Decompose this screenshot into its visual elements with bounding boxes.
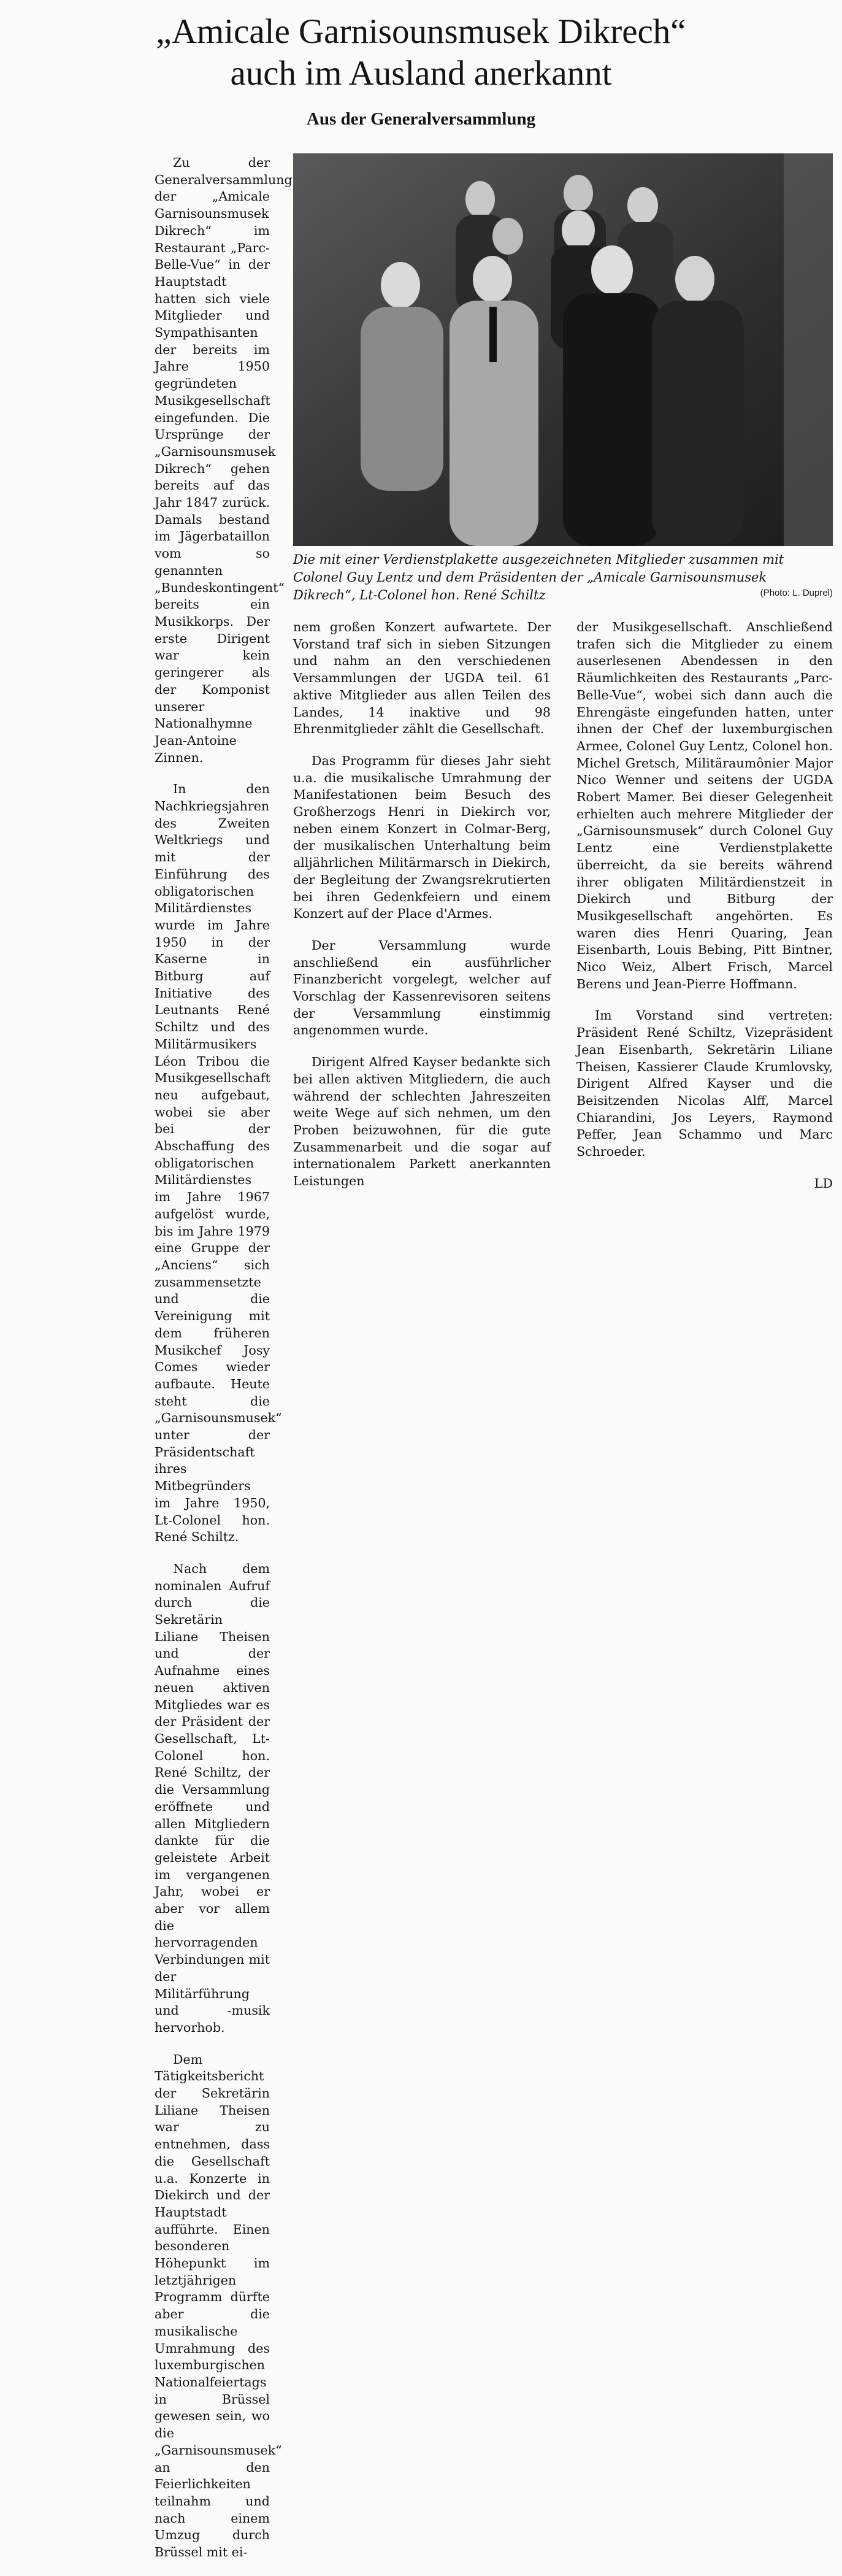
- col2-paragraph-1: nem großen Konzert aufwartete. Der Vorstand traf sich in sieben Sitzungen und nahm an den verschiedenen Versammlungen der UGDA teil. 61 aktive Mitglieder aus allen Teilen des Landes, 14 inaktive und 98 Ehrenmitglieder zählt die Gesellschaft.: [293, 620, 551, 737]
- author-signature: LD: [814, 1175, 833, 1191]
- col3-paragraph-2: Im Vorstand sind vertreten: Präsident René Schiltz, Vizepräsident Jean Eisenbarth, Sekretärin Liliane Theisen, Kassierer Claude Krumlovsky, Dirigent Alfred Kayser und die Beisitzenden Nicolas Alff, Marcel Chiarandini, Jos Leyers, Raymond Peffer, Jean Schammo und Marc Schroeder.: [576, 1008, 833, 1159]
- col2-paragraph-3: Der Versammlung wurde anschließend ein ausführlicher Finanzbericht vorgelegt, welcher auf Vorschlag der Kassenrevisoren seitens der Versammlung einstimmig angenommen wurde.: [293, 937, 551, 1038]
- col1-paragraph-4: Dem Tätigkeitsbericht der Sekretärin Liliane Theisen war zu entnehmen, dass die Gesellschaft u.a. Konzerte in Diekirch und der Hauptstadt aufführte. Einen besonderen Höhepunkt im letztjährigen Programm dürfte aber die musikalische Umrahmung des luxemburgischen Nationalfeiertags in Brüssel gewesen sein, wo die „Garnisounsmusek“ an den Feierlichkeiten teilnahm und nach einem Umzug durch Brüssel mit ei-: [155, 2051, 282, 2560]
- col1-paragraph-1: Zu der Generalversammlung der „Amicale Garnisounsmusek Dikrech“ im Restaurant „Parc-Belle-Vue“ in der Hauptstadt hatten sich viele Mitglieder und Sympathisanten der bereits im Jahre 1950 gegründeten Musikgesellschaft eingefunden. Die Ursprünge der „Garnisounsmusek Dikrech“ gehen bereits auf das Jahr 1847 zurück. Damals bestand im Jägerbataillon vom so genannten „Bundeskontingent“ bereits ein Musikkorps. Der erste Dirigent war kein geringerer als der Komponist unserer Nationalhymne Jean-Antoine Zinnen.: [155, 155, 293, 765]
- group-photo-image: [293, 153, 833, 546]
- col1-paragraph-2: In den Nachkriegsjahren des Zweiten Weltkriegs und mit der Einführung des obligatorischen Militärdienstes wurde im Jahre 1950 in der Kaserne in Bitburg auf Initiative des Leutnants René Schiltz und des Militärmusikers Léon Tribou die Musikgesellschaft neu aufgebaut, wobei sie aber bei der Abschaffung des obligatorischen Militärdienstes im Jahre 1967 aufgelöst wurde, bis im Jahre 1979 eine Gruppe der „Anciens“ sich zusammensetzte und die Vereinigung mit dem früheren Musikchef Josy Comes wieder aufbaute. Heute steht die „Garnisounsmusek“ unter der Präsidentschaft ihres Mitbegründers im Jahre 1950, Lt-Colonel hon. René Schiltz.: [155, 782, 282, 1545]
- headline-line-2: auch im Ausland anerkannt: [230, 54, 612, 93]
- headline: [0, 11, 842, 94]
- article-column-2: [293, 619, 551, 1205]
- col1-paragraph-3: Nach dem nominalen Aufruf durch die Sekretärin Liliane Theisen und der Aufnahme eines neuen aktiven Mitgliedes war es der Präsident der Gesellschaft, Lt-Colonel hon. René Schiltz, der die Versammlung eröffnete und allen Mitgliedern dankte für die geleistete Arbeit im vergangenen Jahr, wobei er aber vor allem die hervorragenden Verbindungen mit der Militärführung und -musik hervorhob.: [155, 1561, 270, 2035]
- col2-paragraph-4: Dirigent Alfred Kayser bedankte sich bei allen aktiven Mitgliedern, die auch während der schlechten Jahreszeiten weite Wege auf sich nehmen, um den Proben beizuwohnen, für die gute Zusammenarbeit und die sogar auf internationalem Parkett anerkannten Leistungen: [293, 1055, 551, 1189]
- subheadline: Aus der Generalversammlung: [306, 109, 536, 129]
- article-column-3: [576, 619, 833, 1207]
- article-column-1: [155, 155, 293, 2576]
- photo-caption: Die mit einer Verdienstplakette ausgezeichneten Mitglieder zusammen mit Colonel Guy Lentz und dem Präsidenten der „Amicale Garnisounsmusek Dikrech“, Lt-Colonel hon. René Schiltz: [293, 552, 784, 602]
- headline-line-1: „Amicale Garnisounsmusek Dikrech“: [156, 12, 686, 51]
- photo-credit: (Photo: L. Duprel): [760, 588, 833, 598]
- group-photo: [293, 153, 833, 546]
- col2-paragraph-2: Das Programm für dieses Jahr sieht u.a. die musikalische Umrahmung der Manifestationen beim Besuch des Großherzogs Henri in Diekirch vor, neben einem Konzert in Colmar-Berg, der musikalischen Unterhaltung beim alljährlichen Militärmarsch in Diekirch, der Begleitung der Zwangsrekrutierten bei ihren Gedenkfeiern und einem Konzert auf der Place d'Armes.: [293, 753, 551, 921]
- col3-paragraph-1: der Musikgesellschaft. Anschließend trafen sich die Mitglieder zu einem auserlesenen Abendessen in den Räumlichkeiten des Restaurants „Parc-Belle-Vue“, wobei sich dann auch die Ehrengäste eingefunden hatten, unter ihnen der Chef der luxemburgischen Armee, Colonel Guy Lentz, Colonel hon. Michel Gretsch, Militäraumônier Major Nico Wenner und seitens der UGDA Robert Mamer. Bei dieser Gelegenheit erhielten auch mehrere Mitglieder der „Garnisounsmusek“ durch Colonel Guy Lentz eine Verdienstplakette überreicht, da sie bereits während ihrer obligaten Militärdienstzeit in Diekirch und Bitburg der Musikgesellschaft angehörten. Es waren dies Henri Quaring, Jean Eisenbarth, Louis Bebing, Pitt Bintner, Nico Weiz, Albert Frisch, Marcel Berens und Jean-Pierre Hoffmann.: [576, 620, 833, 991]
